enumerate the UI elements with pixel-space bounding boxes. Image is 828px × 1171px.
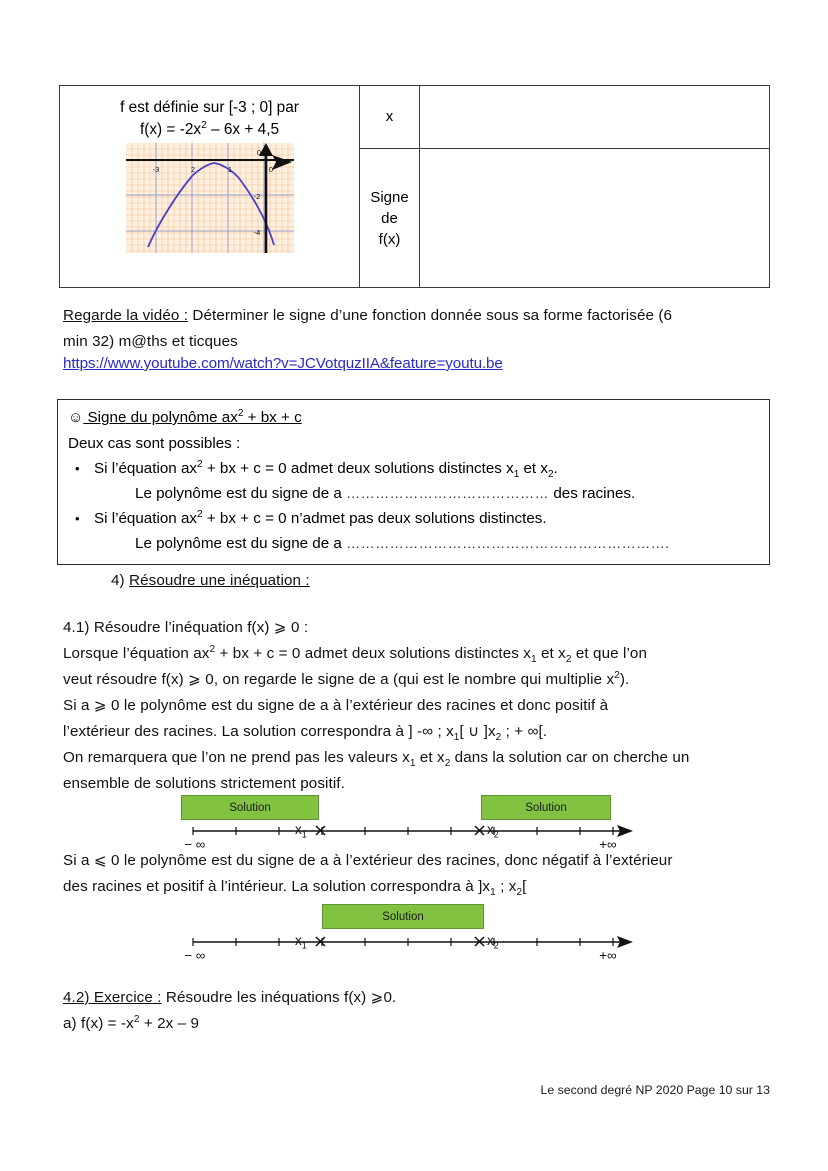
case1-answer-prefix: Le polynôme est du signe de a [135, 485, 347, 502]
theory-case-2-answer [68, 531, 759, 556]
x2-letter: x [487, 822, 494, 837]
axis-svg-negative [63, 904, 643, 960]
p7-text: Si a ⩽ 0 le polynôme est du signe de a à l’extérieur des racines, donc négatif à l’extérieur [63, 852, 673, 869]
video-lead-label: Regarde la vidéo : [63, 307, 189, 324]
x1-letter: x [295, 822, 302, 837]
ytick-label-minus2: -2 [253, 192, 260, 201]
p8-sub-2: 2 [516, 887, 523, 899]
p1-part-c: et x [536, 645, 566, 662]
case1-sub-2: 2 [547, 469, 554, 481]
theory-title-exponent: 2 [237, 407, 244, 419]
sign-header-line3: f(x) [378, 230, 401, 248]
sign-header-cell [360, 149, 420, 288]
x2-subscript: 2 [493, 829, 499, 840]
theory-case-1-answer [68, 481, 759, 506]
case2-part-b: + bx + c = 0 n’admet pas deux solutions distinctes. [202, 510, 547, 527]
exercise-item-a-prefix: f(x) = -x [76, 1015, 134, 1032]
ytick-label-0-top: 0 [256, 148, 261, 157]
video-url-row [63, 355, 769, 373]
youtube-link[interactable]: https://www.youtube.com/watch?v=JCVotquzIIA&feature=youtu.be [63, 355, 503, 372]
theory-title-row [68, 406, 759, 430]
case1-part-d: . [553, 460, 558, 477]
section-41-paragraph-5 [63, 745, 769, 771]
plus-infinity-label-positive: +∞ [599, 837, 617, 852]
p1-part-b: + bx + c = 0 admet deux solutions distinctes x [215, 645, 531, 662]
x1-label-positive [295, 822, 307, 840]
theory-case-1 [68, 456, 759, 481]
exercise-item-a [63, 1011, 769, 1037]
bullet-icon: • [75, 461, 80, 476]
xtick-label-minus3: -3 [152, 165, 159, 174]
solution-box-middle-label: Solution [382, 911, 424, 923]
p8-part-b: ; x [495, 878, 517, 895]
section-41-paragraph-2 [63, 667, 769, 693]
p2-exponent: 2 [614, 669, 620, 681]
x1-label-negative [295, 933, 307, 951]
exercise-item-a-exponent: 2 [133, 1013, 140, 1025]
x1-subscript: 1 [301, 940, 307, 951]
case1-answer-suffix: des racines. [549, 485, 636, 502]
section-41-title: 4.1) Résoudre l’inéquation f(x) ⩾ 0 : [63, 619, 309, 636]
variable-header-cell [360, 86, 420, 149]
p4-sub-1: 1 [453, 732, 460, 744]
bullet-icon: • [75, 511, 80, 526]
section-42-title: 4.2) Exercice : [63, 989, 162, 1006]
case2-part-a: Si l’équation ax [94, 510, 198, 527]
section-41-paragraph-6 [63, 771, 769, 797]
p5-part-b: et x [415, 749, 445, 766]
parabola-plot [126, 143, 294, 253]
theory-title-text [83, 409, 301, 426]
p1-part-a: Lorsque l’équation ax [63, 645, 210, 662]
p2-part-a: veut résoudre f(x) ⩾ 0, on regarde le signe de a (qui est le nombre qui multiplie x [63, 671, 615, 688]
video-paragraph [63, 303, 769, 329]
solution-box-right-label: Solution [525, 802, 567, 814]
exercise-item-a-suffix: + 2x – 9 [139, 1015, 200, 1032]
case2-exponent: 2 [197, 508, 203, 520]
p5-sub-1: 1 [409, 758, 416, 770]
variable-header-label: x [385, 108, 394, 125]
case1-sub-1: 1 [513, 469, 520, 481]
video-paragraph-line2 [63, 329, 769, 355]
section-41-paragraph-1 [63, 641, 769, 667]
ytick-label-minus4: -4 [253, 228, 260, 237]
x1-subscript: 1 [301, 829, 307, 840]
page-footer [0, 1083, 770, 1097]
function-domain-label: f est définie sur [-3 ; 0] par [120, 99, 299, 116]
theory-intro [68, 431, 759, 456]
function-expression [140, 121, 279, 138]
case2-answer-prefix: Le polynôme est du signe de a [135, 535, 347, 552]
theory-case-1-text [94, 456, 558, 481]
footer-text: Le second degré NP 2020 Page 10 sur 13 [540, 1083, 770, 1097]
theory-case-2 [68, 506, 759, 531]
theory-box [57, 399, 770, 565]
x2-subscript: 2 [493, 940, 499, 951]
variable-values-cell[interactable] [420, 86, 770, 149]
x2-label-positive [487, 822, 499, 840]
minus-infinity-label-negative: − ∞ [184, 948, 206, 963]
case1-part-a: Si l’équation ax [94, 460, 198, 477]
video-description-line1: Déterminer le signe d’une fonction donnée sous sa forme factorisée (6 [188, 307, 673, 324]
case1-answer-blank[interactable]: …………………………………… [346, 485, 550, 501]
theory-case-2-text [94, 506, 547, 531]
table-row [60, 86, 770, 149]
function-expression-exponent: 2 [201, 119, 207, 131]
theory-title-suffix: + bx + c [243, 409, 302, 426]
case2-answer-blank[interactable]: …………………………………………………………. [346, 535, 670, 551]
sign-header-label [360, 187, 419, 250]
section-41-paragraph-4 [63, 719, 769, 745]
plus-infinity-label-negative: +∞ [599, 948, 617, 963]
function-expression-prefix: f(x) = -2x [139, 121, 202, 138]
section-41-paragraph-3 [63, 693, 769, 719]
sign-header-line1: Signe [370, 188, 409, 206]
p6-text: ensemble de solutions strictement positif. [63, 775, 345, 792]
p4-part-a: l’extérieur des racines. La solution correspondra à ] -∞ ; x [63, 723, 454, 740]
p1-exponent: 2 [209, 643, 216, 655]
section-42-heading [63, 985, 769, 1011]
x2-letter: x [487, 933, 494, 948]
smiley-icon: ☺ [68, 409, 84, 426]
p8-part-a: des racines et positif à l’intérieur. La solution correspondra à ]x [63, 878, 491, 895]
case1-part-c: et x [519, 460, 548, 477]
xtick-label-0: 0 [268, 165, 273, 174]
p4-part-b: [ ∪ ]x [459, 723, 496, 740]
xtick-label-minus2: 2 [190, 165, 195, 174]
section-4-title: Résoudre une inéquation : [129, 572, 310, 589]
section-42-instruction: Résoudre les inéquations f(x) ⩾0. [161, 989, 397, 1006]
theory-title-prefix: Signe du polynôme ax [83, 409, 238, 426]
p1-sub-2: 2 [565, 654, 572, 666]
sign-table [59, 85, 770, 288]
exercise-item-a-label: a) [63, 1015, 77, 1032]
number-line-figure-negative [63, 904, 769, 966]
section-41-paragraph-8 [63, 874, 769, 900]
sign-values-cell[interactable] [420, 149, 770, 288]
function-domain-text [60, 97, 359, 141]
video-description-line2: min 32) m@ths et ticques [63, 333, 238, 350]
p3-text: Si a ⩾ 0 le polynôme est du signe de a à l’extérieur des racines et donc positif à [63, 697, 609, 714]
section-4-heading [111, 568, 817, 594]
parabola-svg [126, 143, 294, 253]
case1-part-b: + bx + c = 0 admet deux solutions distinctes x [202, 460, 514, 477]
p1-part-d: et que l’on [571, 645, 648, 662]
theory-intro-text: Deux cas sont possibles : [68, 435, 241, 452]
section-41-heading [63, 615, 769, 641]
p8-part-c: [ [522, 878, 527, 895]
section-4-number: 4) [111, 572, 125, 589]
sign-header-line2: de [381, 209, 398, 227]
xtick-label-minus1: 1 [227, 165, 232, 174]
p5-sub-2: 2 [444, 758, 451, 770]
section-41-paragraph-7 [63, 848, 769, 874]
p2-part-b: ). [619, 671, 630, 688]
function-graph-cell [60, 86, 360, 288]
x1-letter: x [295, 933, 302, 948]
p4-part-c: ; + ∞[. [501, 723, 548, 740]
case1-exponent: 2 [197, 458, 203, 470]
p1-sub-1: 1 [530, 654, 537, 666]
p5-part-c: dans la solution car on cherche un [450, 749, 690, 766]
p5-part-a: On remarquera que l’on ne prend pas les valeurs x [63, 749, 410, 766]
x2-label-negative [487, 933, 499, 951]
p4-sub-2: 2 [495, 732, 502, 744]
function-expression-suffix: – 6x + 4,5 [206, 121, 280, 138]
solution-box-left-label: Solution [229, 802, 271, 814]
p8-sub-1: 1 [490, 887, 496, 899]
axis-svg-positive [63, 795, 643, 851]
minus-infinity-label-positive: − ∞ [184, 837, 206, 852]
